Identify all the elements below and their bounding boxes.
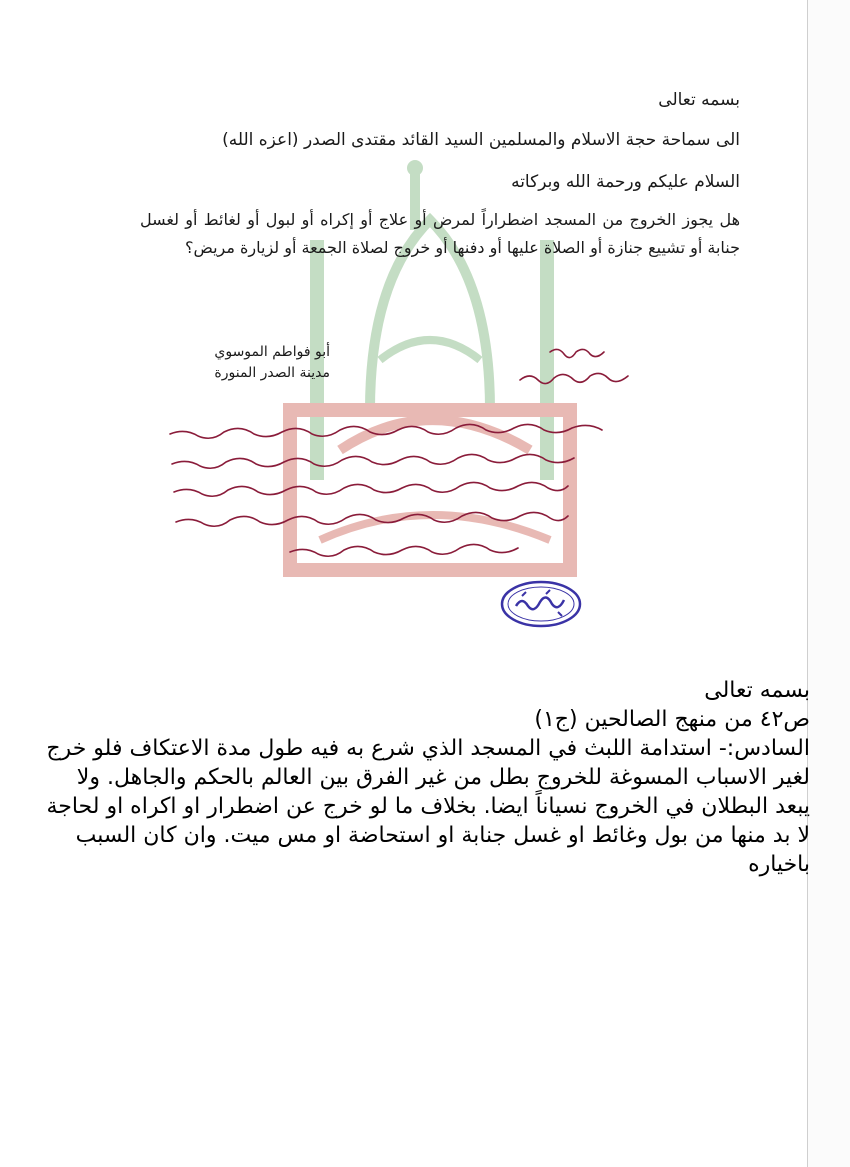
letter-salutation: السلام عليكم ورحمة الله وبركاته [511,172,740,192]
letter-question: هل يجوز الخروج من المسجد اضطراراً لمرض أو علاج أو إكراه أو لبول أو لغائط أو لغسل جنابة أو تشييع جنازة أو الصلاة عليها أو دفنها أو خروج لصلاة الجمعة أو لزيارة مريض؟ [140,210,740,257]
transcription-reference: ص٤٢ من منهج الصالحين (ج١) [534,707,810,732]
page-edge [808,0,850,1167]
letter-block [140,90,740,262]
letter-recipient: الى سماحة حجة الاسلام والمسلمين السيد القائد مقتدى الصدر (اعزه الله) [222,130,740,150]
sender-name: أبو فواطم الموسوي [214,344,330,360]
sender-location: مدينة الصدر المنورة [214,365,330,381]
answer-transcription [40,676,810,879]
transcription-greeting: بسمه تعالى [704,678,810,703]
seal-stamp-icon [500,580,582,628]
page-border [807,0,808,1167]
handwritten-answer-signature [160,340,720,580]
transcription-body: السادس:- استدامة اللبث في المسجد الذي شرع به فيه طول مدة الاعتكاف فلو خرج لغير الاسباب المسوغة للخروج بطل من غير الفرق بين العالم بالحكم والجاهل. ولا يبعد البطلان في الخروج نسياناً ايضا. بخلاف ما لو خرج عن اضطرار او اكراه او لحاجة لا بد منها من بول وغائط او غسل جنابة او استحاضة او مس ميت. وان كان السبب باخياره [46,736,810,877]
letter-greeting: بسمه تعالى [658,90,740,110]
